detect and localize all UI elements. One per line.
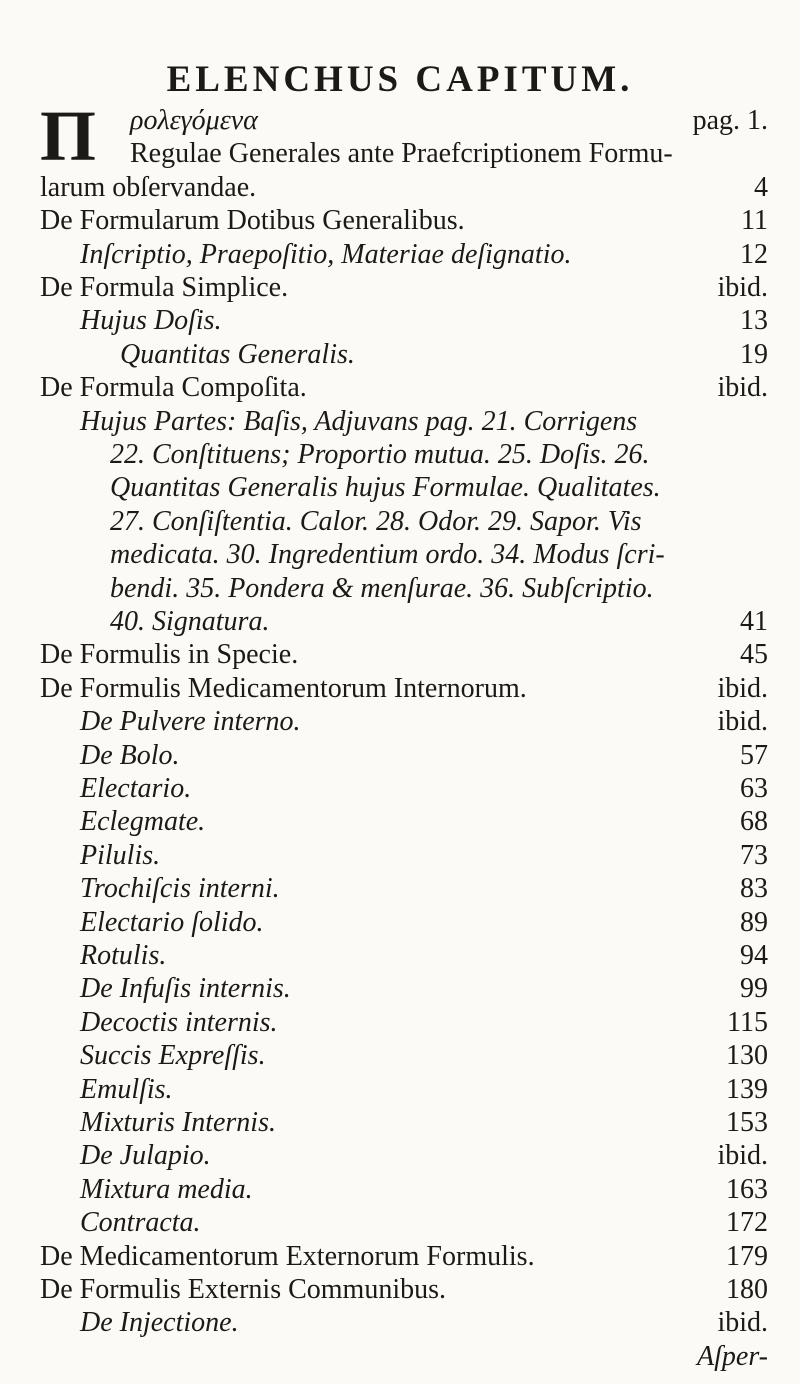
drop-initial: Π xyxy=(40,96,97,176)
toc-entry-text: De Formularum Dotibus Generalibus. xyxy=(40,205,465,237)
toc-page-number: 4 xyxy=(754,171,768,203)
toc-page-number: ibid. xyxy=(717,1307,768,1339)
toc-entry-text: De Pulvere interno. xyxy=(80,706,301,738)
toc-line xyxy=(40,805,768,838)
toc-entry-text: Hujus Partes: Baſis, Adjuvans pag. 21. Corrigens xyxy=(80,405,638,437)
toc-page-number: 19 xyxy=(740,338,768,370)
toc-page-number: 94 xyxy=(740,940,768,971)
toc-entry-text: Pilulis. xyxy=(80,839,161,871)
toc-page-number: ibid. xyxy=(717,672,768,704)
toc-entry-text: 22. Conſtituens; Proportio mutua. 25. Doſis. 26. xyxy=(110,439,650,470)
toc-page-number: 68 xyxy=(740,806,768,838)
toc-line xyxy=(40,1106,768,1139)
toc-page-number: 63 xyxy=(740,773,768,804)
toc-entry-text: Inſcriptio, Praepoſitio, Materiae deſignatio. xyxy=(80,238,572,270)
toc-page-number: 41 xyxy=(740,606,768,637)
toc-line xyxy=(40,338,768,371)
toc-line xyxy=(40,204,768,237)
toc-line xyxy=(40,872,768,905)
toc-page-number: 99 xyxy=(740,973,768,1005)
toc-entry-text: Emulſis. xyxy=(80,1073,173,1105)
toc-line xyxy=(40,1306,768,1339)
toc-page-number: 13 xyxy=(740,305,768,337)
toc-line xyxy=(40,371,768,404)
toc-entry-text: Trochiſcis interni. xyxy=(80,873,280,905)
toc-entry-text: De Julapio. xyxy=(80,1140,211,1172)
toc-entry-text: bendi. 35. Pondera & menſurae. 36. Subſcriptio. xyxy=(110,572,654,604)
toc-entry-text: Regulae Generales ante Praefcriptionem Formu- xyxy=(130,138,673,170)
toc-page-number: 130 xyxy=(726,1040,768,1072)
toc-line xyxy=(40,572,768,605)
toc-page-number: 83 xyxy=(740,873,768,905)
toc-line xyxy=(40,672,768,705)
toc-line xyxy=(40,238,768,271)
toc-line xyxy=(40,839,768,872)
toc-page-number: ibid. xyxy=(717,272,768,303)
toc-entry-text: Electario. xyxy=(80,773,192,804)
toc-line xyxy=(40,705,768,738)
toc-line xyxy=(40,438,768,471)
toc-entry-text: larum obſervandae. xyxy=(40,171,257,203)
toc-page-number: ibid. xyxy=(717,372,768,404)
toc-entry-text: De Formula Simplice. xyxy=(40,272,289,303)
toc-page-number: 45 xyxy=(740,639,768,671)
toc-line xyxy=(40,1173,768,1206)
toc-line xyxy=(40,505,768,538)
toc-line xyxy=(40,1006,768,1039)
toc-page-number: 180 xyxy=(726,1274,768,1305)
toc-entry-text: De Formulis in Specie. xyxy=(40,639,299,671)
toc-entry-text: 27. Conſiſtentia. Calor. 28. Odor. 29. Sapor. Vis xyxy=(110,505,642,537)
toc-line xyxy=(40,137,768,170)
toc-page-number: 163 xyxy=(726,1173,768,1205)
toc-page-number: 89 xyxy=(740,906,768,938)
toc-entry-text: De Formula Compoſita. xyxy=(40,372,307,404)
toc-line xyxy=(40,271,768,304)
toc-entry-text: Decoctis internis. xyxy=(80,1006,278,1038)
toc-line xyxy=(40,104,768,137)
toc-line xyxy=(40,939,768,972)
toc-entry-text: De Infuſis internis. xyxy=(80,973,291,1005)
toc-entry-text: De Formulis Externis Communibus. xyxy=(40,1274,446,1305)
toc-entry-text: 40. Signatura. xyxy=(110,606,270,637)
toc-page-number: 153 xyxy=(726,1107,768,1138)
toc-line xyxy=(40,1240,768,1273)
toc-entry-text: ρoλεγόμενα xyxy=(130,105,258,136)
toc-entry-text: Mixtura media. xyxy=(80,1173,253,1205)
toc-page-number: ibid. xyxy=(717,706,768,738)
toc-page-number: ibid. xyxy=(717,1140,768,1172)
toc-line xyxy=(40,906,768,939)
toc-entry-text: Electario ſolido. xyxy=(80,906,264,938)
toc-line xyxy=(40,972,768,1005)
toc-line xyxy=(40,1039,768,1072)
toc-line xyxy=(40,605,768,638)
toc-entry-text: medicata. 30. Ingredentium ordo. 34. Modus ſcri- xyxy=(110,539,665,571)
toc-page-number: 172 xyxy=(726,1207,768,1239)
toc-page-number: 115 xyxy=(727,1006,768,1038)
toc-line xyxy=(40,405,768,438)
toc-line xyxy=(40,772,768,805)
toc-line xyxy=(40,1073,768,1106)
toc-line xyxy=(40,1273,768,1306)
toc-line xyxy=(40,471,768,504)
toc-page-number: 139 xyxy=(726,1073,768,1105)
toc-page-number: 73 xyxy=(740,839,768,871)
toc-entry-text: De Medicamentorum Externorum Formulis. xyxy=(40,1240,535,1272)
page-heading: ELENCHUS CAPITUM. xyxy=(166,59,634,100)
toc-entry-text: Mixturis Internis. xyxy=(80,1107,276,1138)
catchword: Aſper- xyxy=(697,1340,768,1372)
toc-line xyxy=(40,1206,768,1239)
toc-line xyxy=(40,739,768,772)
toc-entry-text: Contracta. xyxy=(80,1207,201,1239)
toc-line xyxy=(40,638,768,671)
toc-entry-text: De Injectione. xyxy=(80,1307,239,1339)
toc-entry-text: Eclegmate. xyxy=(80,806,206,838)
toc-page-number: 57 xyxy=(740,739,768,771)
toc-page-number: 12 xyxy=(740,238,768,270)
catchword-line xyxy=(40,1340,768,1373)
toc-page-number: 11 xyxy=(741,205,768,237)
toc-entry-text: Quantitas Generalis. xyxy=(120,338,355,370)
toc-page-number: pag. 1. xyxy=(692,105,768,136)
toc-entry-text: Rotulis. xyxy=(80,940,167,971)
toc-entry-text: De Formulis Medicamentorum Internorum. xyxy=(40,672,527,704)
toc-entry-text: Quantitas Generalis hujus Formulae. Qualitates. xyxy=(110,472,661,504)
toc-page-number: 179 xyxy=(726,1240,768,1272)
toc-entry-text: De Bolo. xyxy=(80,739,180,771)
toc-entry-text: Hujus Doſis. xyxy=(80,305,222,337)
toc-line xyxy=(40,171,768,204)
toc-entry-text: Succis Expreſſis. xyxy=(80,1040,266,1072)
toc-line xyxy=(40,538,768,571)
toc-line xyxy=(40,304,768,337)
toc-line xyxy=(40,1139,768,1172)
